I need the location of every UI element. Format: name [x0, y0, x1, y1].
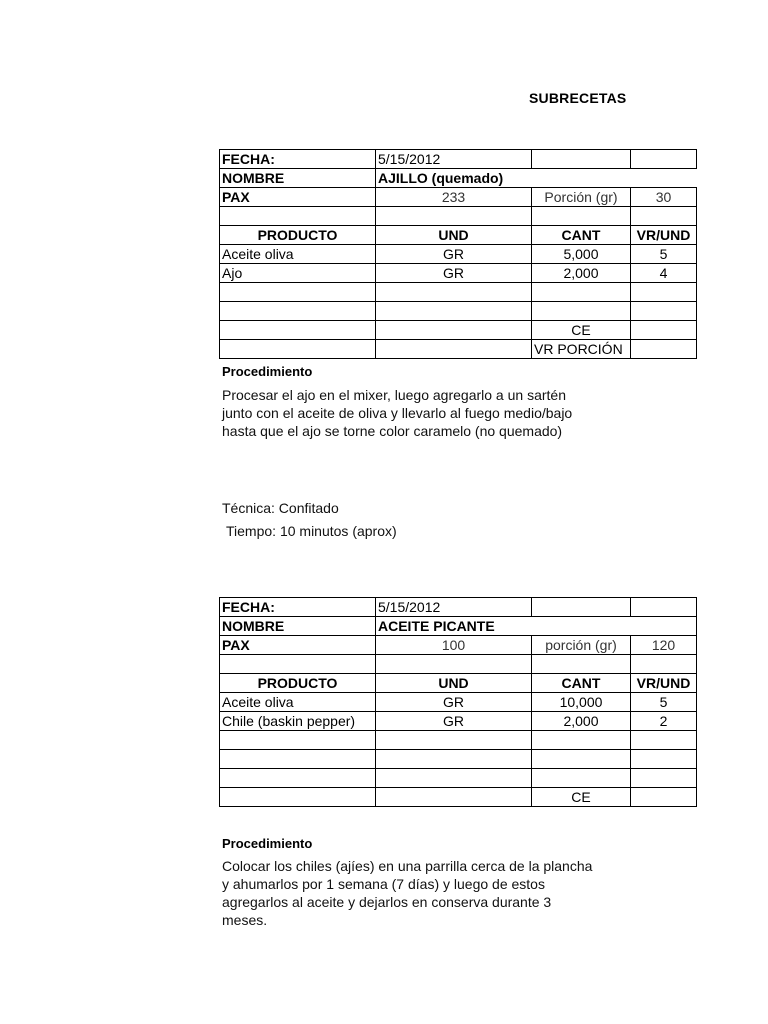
und-cell: GR: [376, 245, 532, 264]
vr-und-cell: 4: [631, 264, 697, 283]
nombre-value: ACEITE PICANTE: [376, 617, 697, 636]
procedimiento-line: junto con el aceite de oliva y llevarlo al fuego medio/bajo: [222, 405, 573, 421]
producto-cell: Aceite oliva: [220, 245, 376, 264]
procedimiento-line: Procesar el ajo en el mixer, luego agregarlo a un sartén: [222, 387, 566, 403]
vr-und-cell: 2: [631, 712, 697, 731]
spacer-row: [220, 207, 697, 226]
vr-und-cell: 5: [631, 245, 697, 264]
und-cell: GR: [376, 693, 532, 712]
nombre-label: NOMBRE: [220, 617, 376, 636]
fecha-label: FECHA:: [220, 598, 376, 617]
header-producto: PRODUCTO: [220, 674, 376, 693]
procedimiento-heading: Procedimiento: [222, 836, 313, 851]
empty-row: [220, 283, 697, 302]
header-vr-und: VR/UND: [631, 226, 697, 245]
ce-label: CE: [532, 788, 631, 807]
vr-porcion-label: VR PORCIÓN: [532, 340, 631, 359]
tiempo-text: Tiempo: 10 minutos (aprox): [226, 523, 397, 539]
producto-cell: Aceite oliva: [220, 693, 376, 712]
table-row: [220, 712, 697, 731]
empty-cell: [631, 598, 697, 617]
fecha-label: FECHA:: [220, 150, 376, 169]
nombre-value: AJILLO (quemado): [376, 169, 697, 188]
ce-row: [220, 321, 697, 340]
fecha-value: 5/15/2012: [376, 150, 532, 169]
table-row: [220, 245, 697, 264]
header-und: UND: [376, 674, 532, 693]
ce-label: CE: [532, 321, 631, 340]
ce-row: [220, 788, 697, 807]
procedimiento-line: Colocar los chiles (ajíes) en una parrilla cerca de la plancha: [222, 858, 593, 874]
empty-row: [220, 731, 697, 750]
pax-row: [220, 636, 697, 655]
recipe-table-aceite-picante: [219, 597, 697, 807]
nombre-row: [220, 617, 697, 636]
porcion-value: 120: [631, 636, 697, 655]
table-row: [220, 693, 697, 712]
pax-row: [220, 188, 697, 207]
producto-cell: Chile (baskin pepper): [220, 712, 376, 731]
porcion-label: porción (gr): [532, 636, 631, 655]
pax-label: PAX: [220, 188, 376, 207]
und-cell: GR: [376, 264, 532, 283]
spacer-row: [220, 655, 697, 674]
cant-cell: 2,000: [532, 712, 631, 731]
pax-value: 233: [376, 188, 532, 207]
recipe-table-ajillo: [219, 149, 697, 359]
cant-cell: 2,000: [532, 264, 631, 283]
pax-label: PAX: [220, 636, 376, 655]
empty-row: [220, 302, 697, 321]
fecha-value: 5/15/2012: [376, 598, 532, 617]
fecha-row: [220, 150, 697, 169]
procedimiento-heading: Procedimiento: [222, 364, 313, 379]
procedimiento-line: y ahumarlos por 1 semana (7 días) y luego de estos: [222, 876, 545, 892]
vr-porcion-row: [220, 340, 697, 359]
tecnica-text: Técnica: Confitado: [222, 500, 339, 516]
nombre-row: [220, 169, 697, 188]
und-cell: GR: [376, 712, 532, 731]
empty-cell: [631, 150, 697, 169]
header-cant: CANT: [532, 674, 631, 693]
header-vr-und: VR/UND: [631, 674, 697, 693]
procedimiento-line: meses.: [222, 912, 268, 928]
procedimiento-line: agregarlos al aceite y dejarlos en conserva durante 3: [222, 894, 552, 910]
document-title: SUBRECETAS: [529, 90, 627, 106]
cant-cell: 5,000: [532, 245, 631, 264]
header-producto: PRODUCTO: [220, 226, 376, 245]
empty-cell: [532, 598, 631, 617]
producto-cell: Ajo: [220, 264, 376, 283]
procedimiento-text: [222, 857, 622, 929]
procedimiento-text: [222, 386, 622, 440]
vr-und-cell: 5: [631, 693, 697, 712]
empty-row: [220, 769, 697, 788]
header-row: [220, 226, 697, 245]
porcion-value: 30: [631, 188, 697, 207]
nombre-label: NOMBRE: [220, 169, 376, 188]
header-und: UND: [376, 226, 532, 245]
porcion-label: Porción (gr): [532, 188, 631, 207]
cant-cell: 10,000: [532, 693, 631, 712]
header-cant: CANT: [532, 226, 631, 245]
pax-value: 100: [376, 636, 532, 655]
procedimiento-line: hasta que el ajo se torne color caramelo (no quemado): [222, 423, 563, 439]
empty-cell: [532, 150, 631, 169]
fecha-row: [220, 598, 697, 617]
table-row: [220, 264, 697, 283]
empty-row: [220, 750, 697, 769]
header-row: [220, 674, 697, 693]
